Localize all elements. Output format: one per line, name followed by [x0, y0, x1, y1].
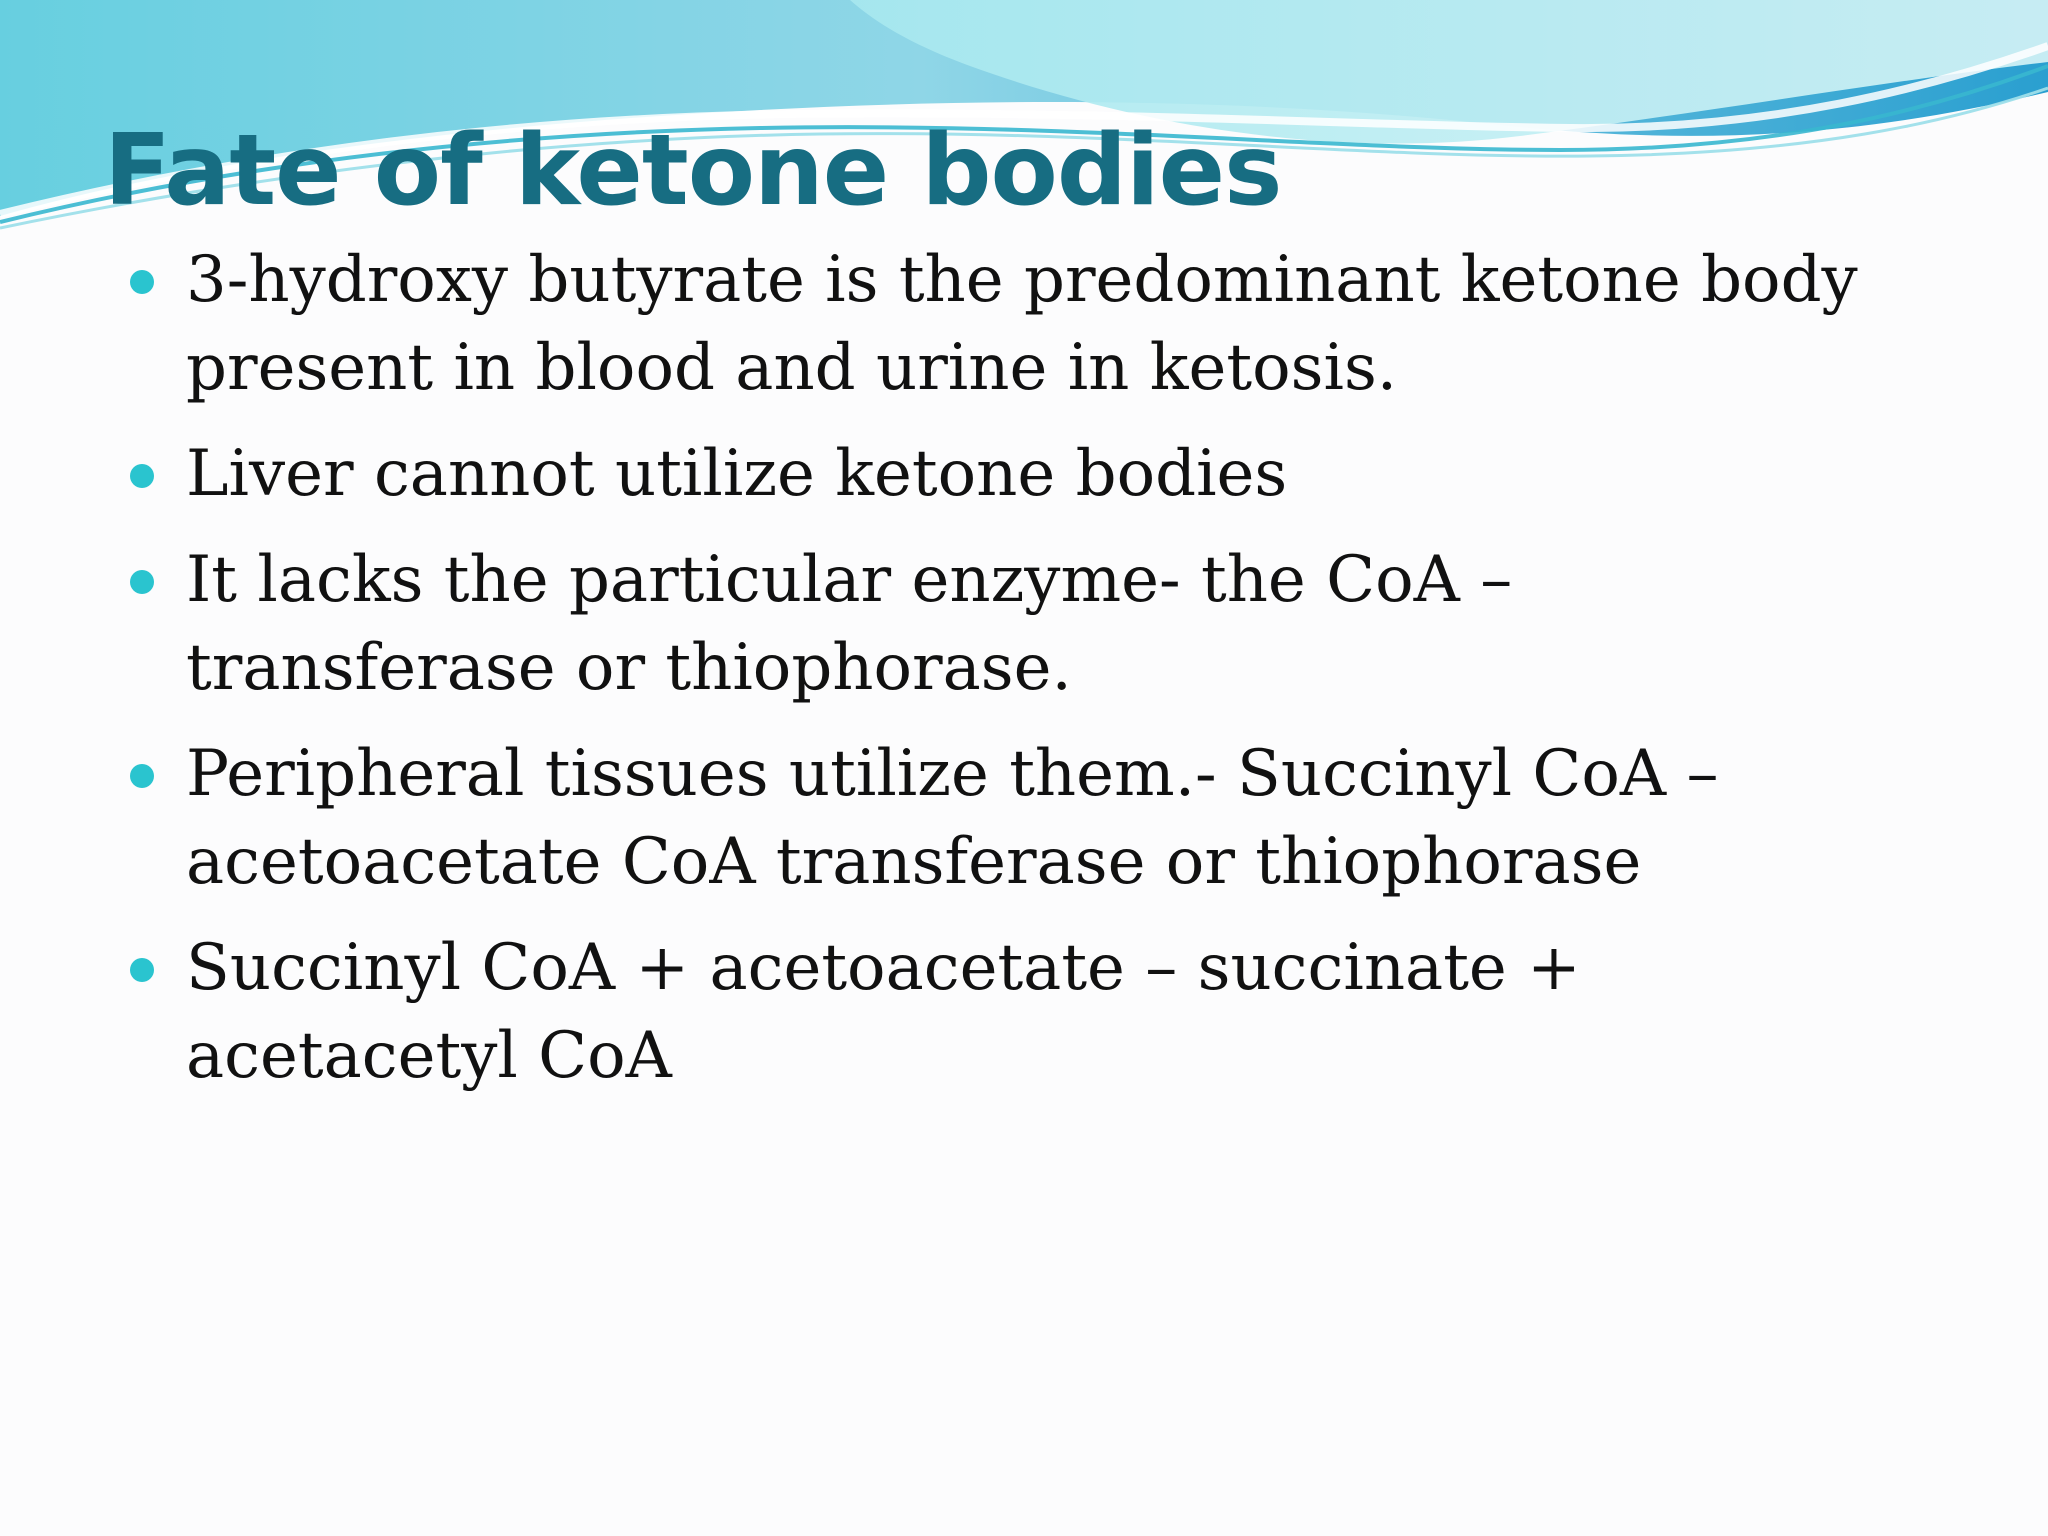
bullet-text: 3-hydroxy butyrate is the predominant ketone body present in blood and urine in ketosis. [186, 243, 1858, 405]
bullet-dot-icon [130, 464, 154, 488]
bullet-dot-icon [130, 270, 154, 294]
bullet-list [128, 236, 1888, 1118]
bullet-text: It lacks the particular enzyme- the CoA – transferase or thiophorase. [186, 543, 1513, 705]
bullet-item [128, 536, 1888, 712]
bullet-item [128, 730, 1888, 906]
bullet-item [128, 430, 1888, 518]
bullet-item [128, 924, 1888, 1100]
bullet-text: Peripheral tissues utilize them.- Succinyl CoA – acetoacetate CoA transferase or thiophorase [186, 737, 1719, 899]
slide-title: Fate of ketone bodies [104, 114, 1282, 228]
bullet-item [128, 236, 1888, 412]
bullet-dot-icon [130, 958, 154, 982]
bullet-text: Liver cannot utilize ketone bodies [186, 437, 1288, 511]
bullet-dot-icon [130, 570, 154, 594]
bullet-text: Succinyl CoA + acetoacetate – succinate + acetacetyl CoA [186, 931, 1581, 1093]
bullet-dot-icon [130, 764, 154, 788]
